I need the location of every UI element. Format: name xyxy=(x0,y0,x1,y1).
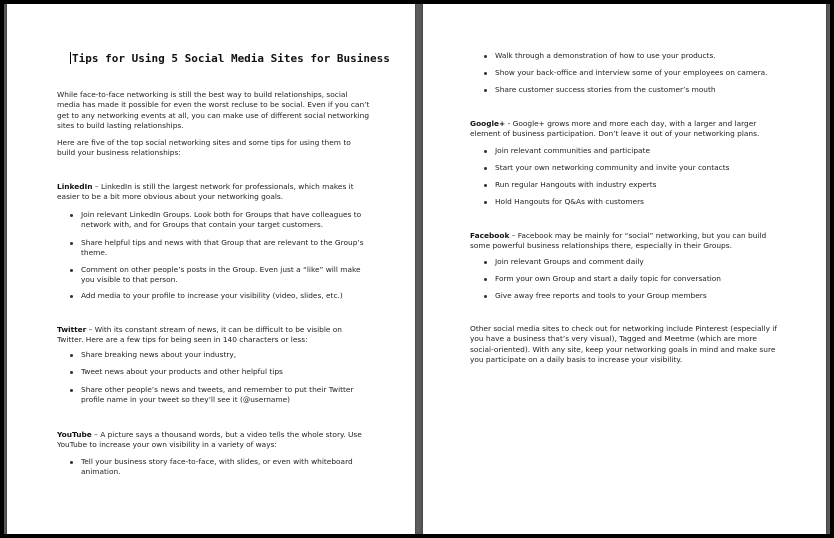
list-item xyxy=(69,350,236,360)
bullet-icon xyxy=(70,389,73,392)
list-item xyxy=(483,85,716,95)
bullet-text: Share breaking news about your industry, xyxy=(81,350,237,359)
closing-line: you participate on a daily basis to increase your visibility. xyxy=(470,355,683,365)
page-2[interactable] xyxy=(423,4,826,534)
bullet-icon xyxy=(484,150,487,153)
document-workspace xyxy=(4,4,830,534)
page-gap xyxy=(416,4,422,534)
bullet-text: Give away free reports and tools to your Group members xyxy=(495,291,707,300)
bullet-icon xyxy=(484,167,487,170)
bullet-icon xyxy=(484,295,487,298)
linkedin-line: easier to be a bit more obvious about your networking goals. xyxy=(57,192,284,202)
bullet-text: network with, and for Groups that contain your target customers. xyxy=(81,220,324,230)
closing-line: you have a business that’s very visual), Tagged and Meetme (which are more xyxy=(470,334,757,344)
list-item xyxy=(69,385,354,406)
googleplus-line: element of business participation. Don’t leave it out of your networking plans. xyxy=(470,129,760,139)
linkedin-line: – LinkedIn is still the largest network for professionals, which makes it xyxy=(92,182,354,191)
facebook-heading: Facebook xyxy=(470,231,510,240)
youtube-heading: YouTube xyxy=(57,430,92,439)
bullet-icon xyxy=(70,295,73,298)
closing-paragraph xyxy=(470,324,777,366)
bullet-text: Run regular Hangouts with industry experts xyxy=(495,180,657,189)
bullet-icon xyxy=(484,184,487,187)
bullet-icon xyxy=(484,55,487,58)
list-item xyxy=(483,163,729,173)
bullet-text: Join relevant Groups and comment daily xyxy=(495,257,644,266)
twitter-heading: Twitter xyxy=(57,325,87,334)
intro-line: While face-to-face networking is still the best way to build relationships, social xyxy=(57,90,348,99)
intro-line: get to any networking events at all, you can make use of different social networking xyxy=(57,110,370,120)
bullet-icon xyxy=(484,261,487,264)
googleplus-heading: Google+ xyxy=(470,119,506,128)
bullet-text: Share customer success stories from the customer’s mouth xyxy=(495,85,716,94)
youtube-line: YouTube to increase your own visibility in a variety of ways: xyxy=(57,440,277,450)
facebook-line: – Facebook may be mainly for “social” networking, but you can build xyxy=(509,231,767,240)
bullet-text: Start your own networking community and invite your contacts xyxy=(495,163,730,172)
bullet-text: Walk through a demonstration of how to use your products. xyxy=(495,51,716,60)
document-title-text: Tips for Using 5 Social Media Sites for Business xyxy=(72,52,390,65)
bullet-icon xyxy=(70,461,73,464)
youtube-line: – A picture says a thousand words, but a video tells the whole story. Use xyxy=(91,430,362,439)
list-item xyxy=(69,367,283,377)
list-item xyxy=(483,51,716,61)
bullet-text: Hold Hangouts for Q&As with customers xyxy=(495,197,644,206)
googleplus-paragraph xyxy=(470,119,759,140)
list-item xyxy=(483,180,657,190)
youtube-paragraph xyxy=(57,430,362,451)
intro-line: sites to build lasting relationships. xyxy=(57,121,184,131)
bullet-icon xyxy=(484,72,487,75)
list-item xyxy=(69,238,364,259)
intro2-paragraph xyxy=(57,138,351,159)
twitter-line: – With its constant stream of news, it can be difficult to be visible on xyxy=(86,325,342,334)
bullet-text: Form your own Group and start a daily topic for conversation xyxy=(495,274,721,283)
intro2-line: Here are five of the top social networking sites and some tips for using them to xyxy=(57,138,351,147)
intro-paragraph xyxy=(57,90,369,132)
bullet-icon xyxy=(70,354,73,357)
bullet-text: theme. xyxy=(81,248,108,258)
bullet-text: Tweet news about your products and other helpful tips xyxy=(81,367,283,376)
linkedin-heading: LinkedIn xyxy=(57,182,93,191)
bullet-icon xyxy=(484,201,487,204)
list-item xyxy=(483,197,644,207)
bullet-text: animation. xyxy=(81,467,121,477)
bullet-icon xyxy=(70,214,73,217)
bullet-text: Show your back-office and interview some of your employees on camera. xyxy=(495,68,768,77)
list-item xyxy=(483,257,644,267)
bullet-text: Share other people’s news and tweets, and remember to put their Twitter xyxy=(81,385,354,394)
bullet-text: profile name in your tweet so they’ll see it (@username) xyxy=(81,395,291,405)
closing-line: Other social media sites to check out for networking include Pinterest (especially if xyxy=(470,324,777,333)
list-item xyxy=(69,265,361,286)
intro2-line: build your business relationships: xyxy=(57,148,181,158)
facebook-paragraph xyxy=(470,231,766,252)
list-item xyxy=(483,291,707,301)
closing-line: social-oriented). With any site, keep your networking goals in mind and make sure xyxy=(470,344,776,354)
bullet-icon xyxy=(484,89,487,92)
bullet-icon xyxy=(70,269,73,272)
twitter-paragraph xyxy=(57,325,342,346)
bullet-text: Join relevant communities and participate xyxy=(495,146,650,155)
bullet-text: Share helpful tips and news with that Group that are relevant to the Group’s xyxy=(81,238,364,247)
list-item xyxy=(483,274,721,284)
bullet-text: Tell your business story face-to-face, with slides, or even with whiteboard xyxy=(81,457,353,466)
twitter-line: Twitter. Here are a few tips for being seen in 140 characters or less: xyxy=(57,335,308,345)
list-item xyxy=(69,291,343,301)
list-item xyxy=(69,457,353,478)
facebook-line: some powerful business relationships there, especially in their Groups. xyxy=(470,241,732,251)
intro-line: media has made it possible for even the worst recluse to be social. Even if you can’t xyxy=(57,100,370,110)
bullet-text: Add media to your profile to increase your visibility (video, slides, etc.) xyxy=(81,291,343,300)
page-1[interactable] xyxy=(7,4,415,534)
bullet-icon xyxy=(484,278,487,281)
bullet-text: Join relevant LinkedIn Groups. Look both for Groups that have colleagues to xyxy=(81,210,362,219)
document-title xyxy=(70,52,390,65)
linkedin-paragraph xyxy=(57,182,354,203)
text-cursor xyxy=(70,52,71,64)
list-item xyxy=(483,146,650,156)
googleplus-line: - Google+ grows more and more each day, with a larger and larger xyxy=(505,119,757,128)
list-item xyxy=(483,68,768,78)
bullet-text: you visible to that person. xyxy=(81,275,178,285)
bullet-icon xyxy=(70,371,73,374)
bullet-text: Comment on other people’s posts in the Group. Even just a “like” will make xyxy=(81,265,361,274)
bullet-icon xyxy=(70,242,73,245)
list-item xyxy=(69,210,361,231)
